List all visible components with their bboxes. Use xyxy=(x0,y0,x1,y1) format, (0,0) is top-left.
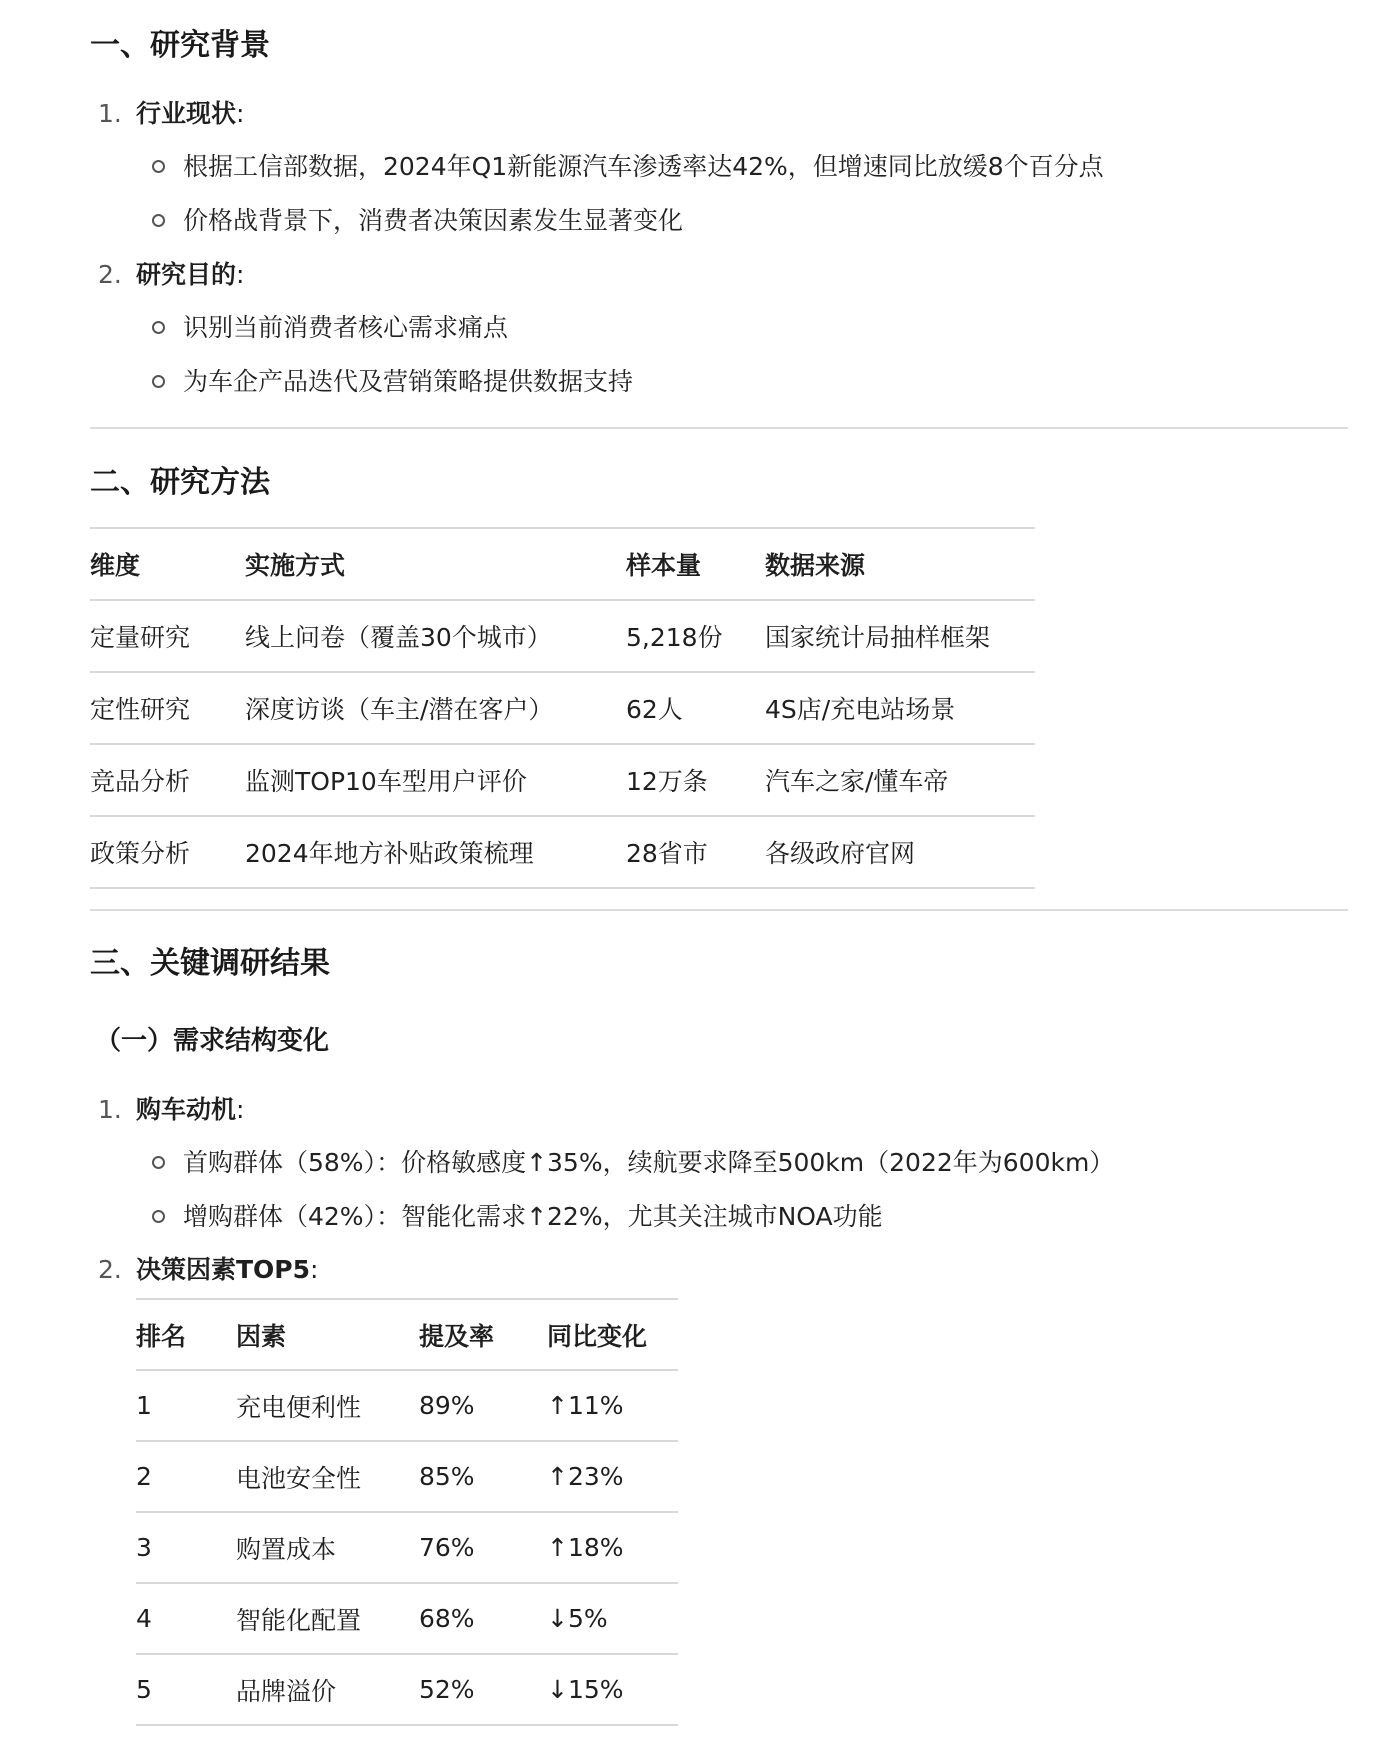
subsection-title-demand-structure: （一）需求结构变化 xyxy=(95,1026,330,1056)
methods-table xyxy=(90,527,1035,889)
table-cell: 12万条 xyxy=(626,744,765,816)
table-row xyxy=(136,1370,678,1441)
table-row xyxy=(136,1441,678,1512)
table-cell: 89% xyxy=(419,1370,547,1441)
divider xyxy=(90,427,1348,429)
table-cell: 4 xyxy=(136,1583,236,1654)
table-cell: ↑11% xyxy=(547,1370,678,1441)
table-cell: 52% xyxy=(419,1654,547,1725)
table-row xyxy=(90,600,1035,672)
list-number: 2. xyxy=(98,260,122,289)
table-header-cell: 提及率 xyxy=(419,1299,547,1370)
table-header-cell: 样本量 xyxy=(626,528,765,600)
table-header-cell: 维度 xyxy=(90,528,245,600)
table-cell: 国家统计局抽样框架 xyxy=(765,600,1035,672)
bullet-dot-icon xyxy=(152,375,165,388)
list-number: 1. xyxy=(98,99,122,128)
table-cell: 1 xyxy=(136,1370,236,1441)
section-title-methods: 二、研究方法 xyxy=(90,465,270,500)
table-cell: ↑18% xyxy=(547,1512,678,1583)
list-item-industry-status xyxy=(98,96,244,132)
divider xyxy=(90,909,1348,911)
table-cell: 电池安全性 xyxy=(236,1441,419,1512)
list-label: 行业现状 xyxy=(136,99,237,128)
bullet-dot-icon xyxy=(152,321,165,334)
list-label: 购车动机 xyxy=(136,1095,237,1124)
list-label: 研究目的 xyxy=(136,260,237,289)
table-cell: 62人 xyxy=(626,672,765,744)
list-colon: : xyxy=(310,1255,319,1284)
list-number: 1. xyxy=(98,1095,122,1124)
table-row xyxy=(136,1654,678,1725)
table-header-cell: 数据来源 xyxy=(765,528,1035,600)
bullet-item: 首购群体（58%）：价格敏感度↑35%，续航要求降至500km（2022年为600km） xyxy=(152,1145,1114,1181)
table-cell: 线上问卷（覆盖30个城市） xyxy=(245,600,626,672)
table-cell: 购置成本 xyxy=(236,1512,419,1583)
table-cell: 智能化配置 xyxy=(236,1583,419,1654)
table-cell: 5,218份 xyxy=(626,600,765,672)
list-colon: : xyxy=(236,99,245,128)
section-title-key-findings: 三、关键调研结果 xyxy=(90,946,330,981)
table-cell: 2024年地方补贴政策梳理 xyxy=(245,816,626,888)
table-cell: 76% xyxy=(419,1512,547,1583)
bullet-item: 增购群体（42%）：智能化需求↑22%，尤其关注城市NOA功能 xyxy=(152,1199,883,1235)
table-header-row xyxy=(90,528,1035,600)
table-cell: 定性研究 xyxy=(90,672,245,744)
bullet-dot-icon xyxy=(152,1156,165,1169)
list-colon: : xyxy=(236,1095,245,1124)
table-cell: 品牌溢价 xyxy=(236,1654,419,1725)
table-row xyxy=(90,672,1035,744)
bullet-dot-icon xyxy=(152,214,165,227)
table-cell: 竞品分析 xyxy=(90,744,245,816)
table-cell: 深度访谈（车主/潜在客户） xyxy=(245,672,626,744)
table-cell: 85% xyxy=(419,1441,547,1512)
table-cell: ↓5% xyxy=(547,1583,678,1654)
table-cell: 政策分析 xyxy=(90,816,245,888)
section-title-background: 一、研究背景 xyxy=(90,28,270,63)
table-row xyxy=(136,1583,678,1654)
table-header-cell: 因素 xyxy=(236,1299,419,1370)
bullet-dot-icon xyxy=(152,1210,165,1223)
bullet-item: 识别当前消费者核心需求痛点 xyxy=(152,310,508,346)
table-header-cell: 同比变化 xyxy=(547,1299,678,1370)
table-cell: 定量研究 xyxy=(90,600,245,672)
table-cell: 充电便利性 xyxy=(236,1370,419,1441)
table-header-row xyxy=(136,1299,678,1370)
table-row xyxy=(90,816,1035,888)
decision-factors-table xyxy=(136,1298,678,1726)
bullet-item: 根据工信部数据，2024年Q1新能源汽车渗透率达42%，但增速同比放缓8个百分点 xyxy=(152,149,1104,185)
table-cell: 68% xyxy=(419,1583,547,1654)
table-cell: 4S店/充电站场景 xyxy=(765,672,1035,744)
list-item-purchase-motivation xyxy=(98,1092,244,1128)
table-cell: 28省市 xyxy=(626,816,765,888)
list-label: 决策因素TOP5 xyxy=(136,1255,311,1284)
list-item-decision-factors xyxy=(98,1252,318,1288)
bullet-item: 为车企产品迭代及营销策略提供数据支持 xyxy=(152,364,633,400)
list-item-research-purpose xyxy=(98,257,244,293)
list-number: 2. xyxy=(98,1255,122,1284)
table-cell: 监测TOP10车型用户评价 xyxy=(245,744,626,816)
table-cell: 5 xyxy=(136,1654,236,1725)
table-cell: 各级政府官网 xyxy=(765,816,1035,888)
list-colon: : xyxy=(236,260,245,289)
table-cell: 2 xyxy=(136,1441,236,1512)
table-cell: 3 xyxy=(136,1512,236,1583)
table-cell: 汽车之家/懂车帝 xyxy=(765,744,1035,816)
table-header-cell: 实施方式 xyxy=(245,528,626,600)
table-row xyxy=(136,1512,678,1583)
bullet-item: 价格战背景下，消费者决策因素发生显著变化 xyxy=(152,203,683,239)
table-row xyxy=(90,744,1035,816)
table-header-cell: 排名 xyxy=(136,1299,236,1370)
bullet-dot-icon xyxy=(152,160,165,173)
table-cell: ↓15% xyxy=(547,1654,678,1725)
table-cell: ↑23% xyxy=(547,1441,678,1512)
